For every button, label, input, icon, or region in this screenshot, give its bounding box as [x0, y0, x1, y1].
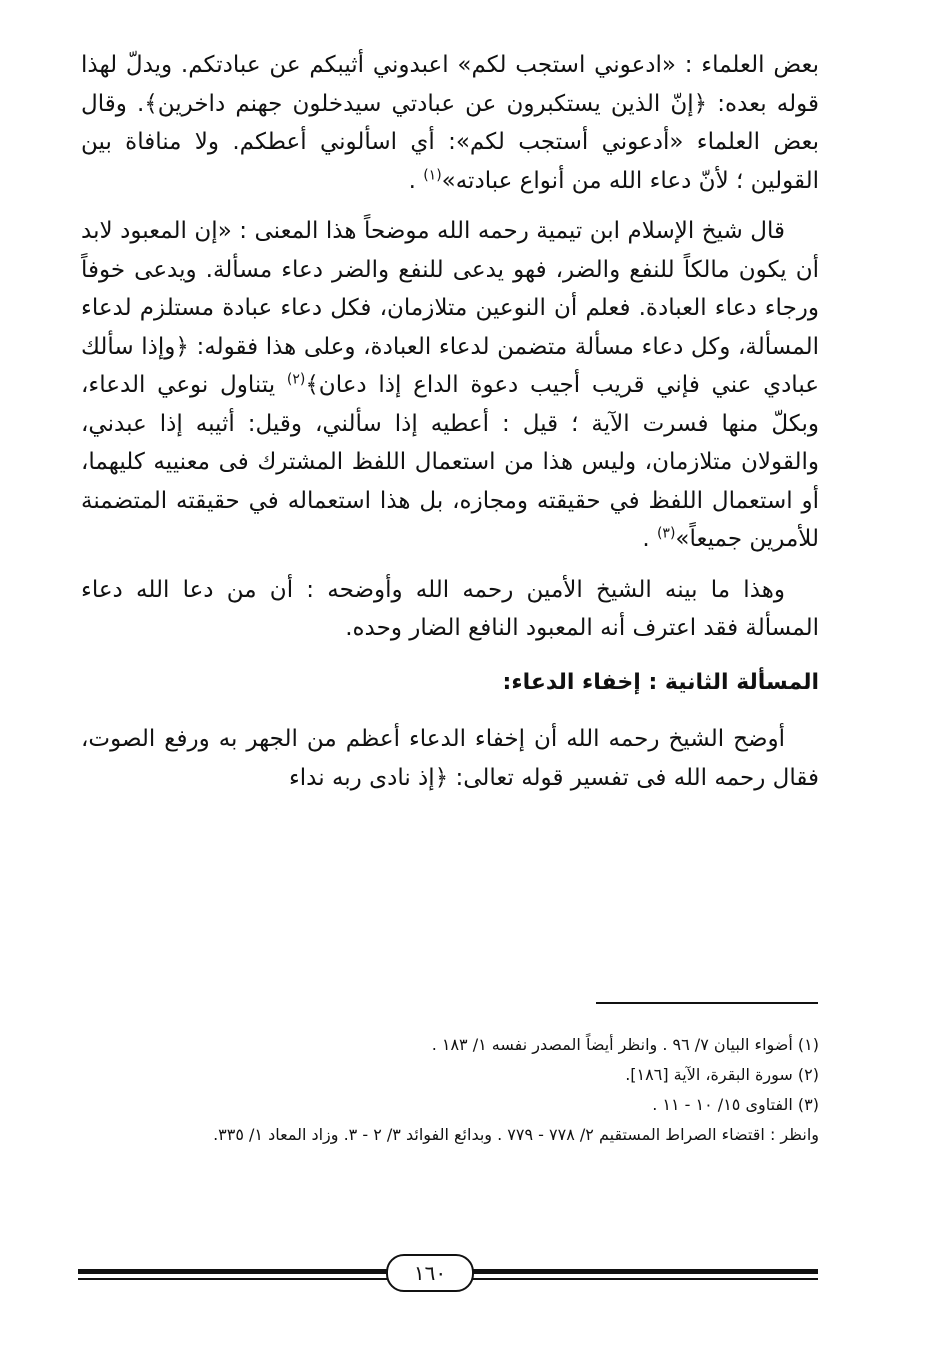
paragraph — [81, 720, 819, 797]
paragraph-end: . — [408, 167, 424, 194]
footnote-separator — [596, 1002, 818, 1004]
footnote-ref: (١) — [423, 166, 442, 183]
footnote-ref: (٢) — [286, 371, 306, 388]
paragraph-text: بعض العلماء : «ادعوني استجب لكم» اعبدوني أثيبكم عن عبادتكم. ويدلّ لهذا قوله بعده: ﴿إنّ الذين يستكبرون عن عبادتي سيدخلون جهنم داخرين﴾. وقال بعض العلماء «أدعوني أستجب لكم»: أي اسألوني أعطكم. ولا منافاة بين القولين ؛ لأنّ دعاء الله من أنواع عبادته» — [81, 52, 819, 194]
paragraph-text: أوضح الشيخ رحمه الله أن إخفاء الدعاء أعظم من الجهر به ورفع الصوت، فقال رحمه الله فى تفسير قوله تعالى: ﴿إذ نادى ربه نداء — [81, 726, 819, 791]
body-text — [81, 46, 819, 797]
footnotes — [81, 1030, 819, 1150]
paragraph — [81, 571, 819, 648]
section-heading: المسألة الثانية : إخفاء الدعاء: — [502, 669, 819, 695]
paragraph — [81, 212, 819, 559]
footnote: (٢) سورة البقرة، الآية [١٨٦]. — [625, 1065, 819, 1084]
footnote: (١) أضواء البيان ٧/ ٩٦ . وانظر أيضاً المصدر نفسه ١/ ١٨٣ . — [431, 1035, 819, 1054]
page-number: ١٦٠ — [386, 1254, 474, 1292]
footnote-see-also: وانظر : اقتضاء الصراط المستقيم ٢/ ٧٧٨ - ٧٧٩ . وبدائع الفوائد ٣/ ٢ - ٣. وزاد المعاد ١/ ٣٣٥. — [213, 1125, 819, 1144]
footnote: (٣) الفتاوى ١٥/ ١٠ - ١١ . — [652, 1095, 819, 1114]
paragraph-text: قال شيخ الإسلام ابن تيمية رحمه الله موضحاً هذا المعنى : «إن المعبود لابد أن يكون مالكاً للنفع والضر، فهو يدعى للنفع والضر دعاء مسألة. ويدعى خوفاً ورجاء دعاء العبادة. فعلم أن النوعين متلازمان، فكل دعاء عبادة مستلزم لدعاء المسألة، وكل دعاء مسألة متضمن لدعاء العبادة، وعلى هذا فقوله: ﴿وإذا سألك عبادي عني فإني قريب أجيب دعوة الداع إذا دعان﴾ — [81, 218, 819, 398]
page-footer — [78, 1254, 818, 1294]
paragraph — [81, 46, 819, 200]
paragraph-end: . — [642, 526, 657, 552]
paragraph-text: وهذا ما بينه الشيخ الأمين رحمه الله وأوضحه : أن من دعا الله دعاء المسألة فقد اعترف أنه المعبود النافع الضار وحده. — [81, 576, 819, 641]
footnote-ref: (٣) — [656, 525, 676, 542]
paragraph-text-continued: يتناول نوعي الدعاء، وبكلّ منها فسرت الآية ؛ قيل : أعطيه إذا سألني، وقيل: أثيبه إذا عبدني، والقولان متلازمان، وليس هذا من استعمال اللفظ المشترك فى معنييه كليهما، أو استعمال اللفظ في حقيقته ومجازه، بل هذا استعماله في حقيقته المتضمنة للأمرين جميعاً» — [81, 372, 819, 552]
